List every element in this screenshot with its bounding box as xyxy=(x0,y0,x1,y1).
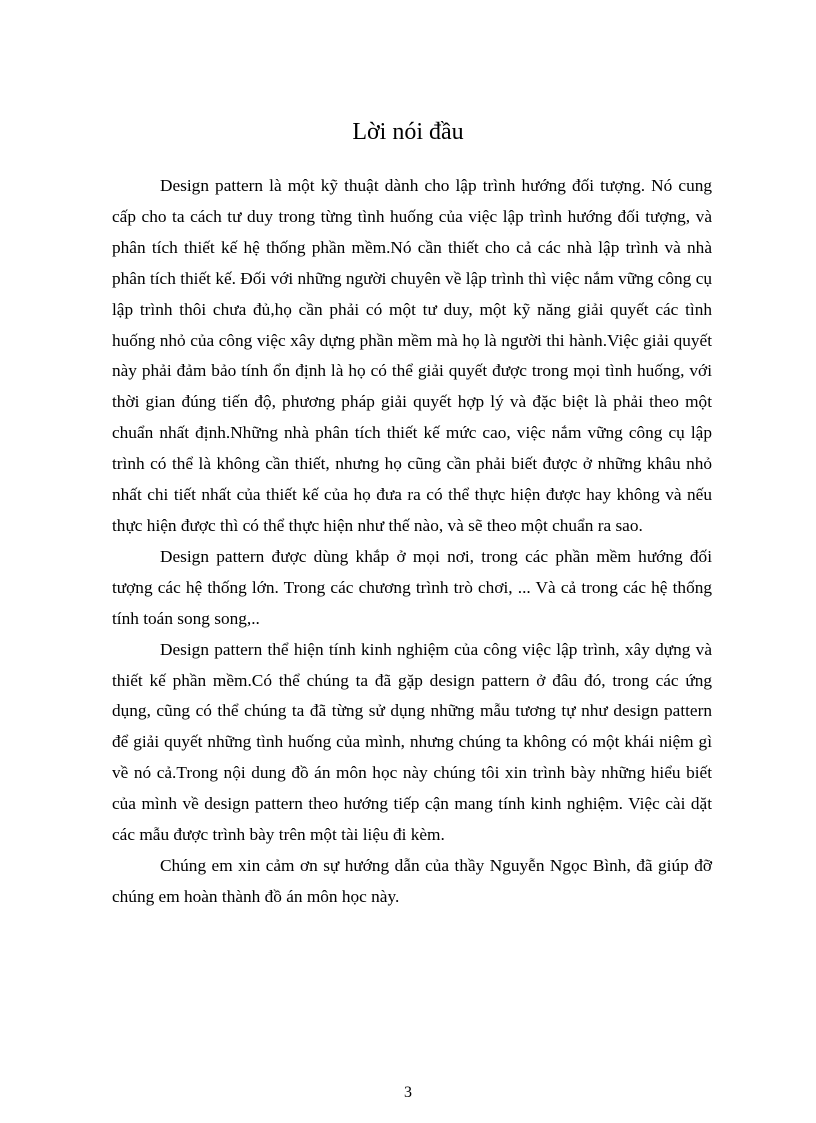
paragraph-1: Design pattern là một kỹ thuật dành cho lập trình hướng đối tượng. Nó cung cấp cho ta cách tư duy trong từng tình huống của việc lập trình hướng đối tượng, và phân tích thiết kế hệ thống phần mềm.Nó cần thiết cho cả các nhà lập trình và nhà phân tích thiết kế. Đối với những người chuyên về lập trình thì việc nắm vững công cụ lập trình thôi chưa đủ,họ cần phải có một tư duy, một kỹ năng giải quyết các tình huống nhỏ của công việc xây dựng phần mềm mà họ là người thi hành.Việc giải quyết này phải đảm bảo tính ổn định là họ có thể giải quyết được trong mọi tình huống, với thời gian đúng tiến độ, phương pháp giải quyết hợp lý và đặc biệt là phải theo một chuẩn nhất định.Những nhà phân tích thiết kế mức cao, việc nắm vững công cụ lập trình có thể là không cần thiết, nhưng họ cũng cần phải biết được ở những khâu nhỏ nhất chi tiết nhất của thiết kế của họ đưa ra có thể thực hiện được hay không và nếu thực hiện được thì có thể thực hiện như thế nào, và sẽ theo một chuẩn ra sao. xyxy=(112,176,712,535)
paragraph-2: Design pattern được dùng khắp ở mọi nơi, trong các phần mềm hướng đối tượng các hệ thống lớn. Trong các chương trình trò chơi, ... Và cả trong các hệ thống tính toán song song,.. xyxy=(112,546,712,628)
page-title: Lời nói đầu xyxy=(352,119,464,145)
paragraph-4: Chúng em xin cảm ơn sự hướng dẫn của thầy Nguyễn Ngọc Bình, đã giúp đỡ chúng em hoàn thành đồ án môn học này. xyxy=(112,855,712,906)
page-number: 3 xyxy=(404,1084,412,1101)
body-text xyxy=(112,171,712,913)
paragraph-3: Design pattern thể hiện tính kinh nghiệm của công việc lập trình, xây dựng và thiết kế phần mềm.Có thể chúng ta đã gặp design pattern ở đâu đó, trong các ứng dụng, cũng có thể chúng ta đã từng sử dụng những mẫu tương tự như design pattern để giải quyết những tình huống của mình, nhưng chúng ta không có một khái niệm gì về nó cả.Trong nội dung đồ án môn học này chúng tôi xin trình bày những hiểu biết của mình về design pattern theo hướng tiếp cận mang tính kinh nghiệm. Việc cài dặt các mẫu được trình bày trên một tài liệu đi kèm. xyxy=(112,639,712,845)
